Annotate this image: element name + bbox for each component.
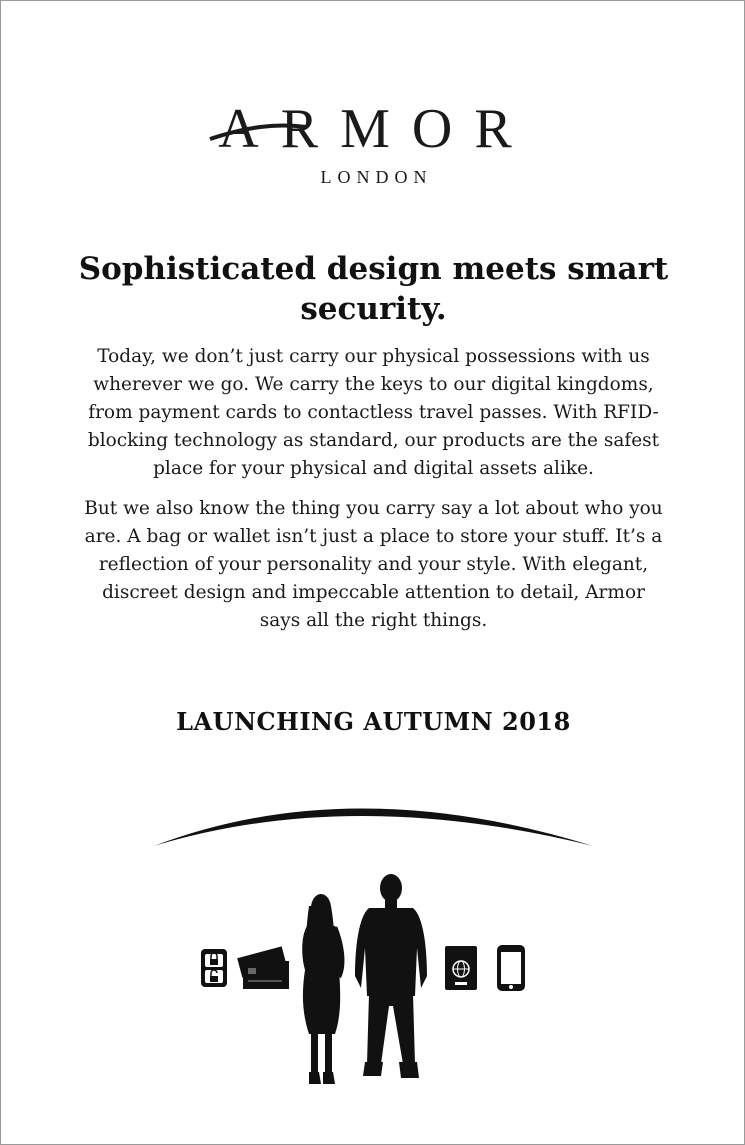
brand-logo <box>1 101 745 201</box>
decorative-arc <box>151 796 596 856</box>
body-copy <box>81 343 666 647</box>
car-key-fob-icon <box>201 949 227 987</box>
launch-date: LAUNCHING AUTUMN 2018 <box>176 707 571 736</box>
smartphone-icon <box>497 945 525 991</box>
paragraph-rfid: Today, we don’t just carry our physical possessions with us wherever we go. We carry the keys to our digital kingdoms, from payment cards to contactless travel passes. With RFID-blocking technology as standard, our products are the safest place for your physical and digital assets alike. <box>87 346 660 479</box>
passport-icon <box>445 946 477 990</box>
payment-cards-icon <box>237 946 289 989</box>
man-silhouette <box>355 874 427 1078</box>
woman-silhouette <box>302 894 344 1084</box>
product-illustration <box>191 866 541 1096</box>
headline: Sophisticated design meets smart security. <box>78 251 669 327</box>
logo-text: ARMOR <box>218 101 534 160</box>
armor-wordmark <box>206 101 546 161</box>
paragraph-style: But we also know the thing you carry say a lot about who you are. A bag or wallet isn’t just a place to store your stuff. It’s a reflection of your personality and your style. With elegant, discreet design and impeccable attention to detail, Armor says all the right things. <box>84 498 663 631</box>
brand-location: LONDON <box>320 167 433 187</box>
